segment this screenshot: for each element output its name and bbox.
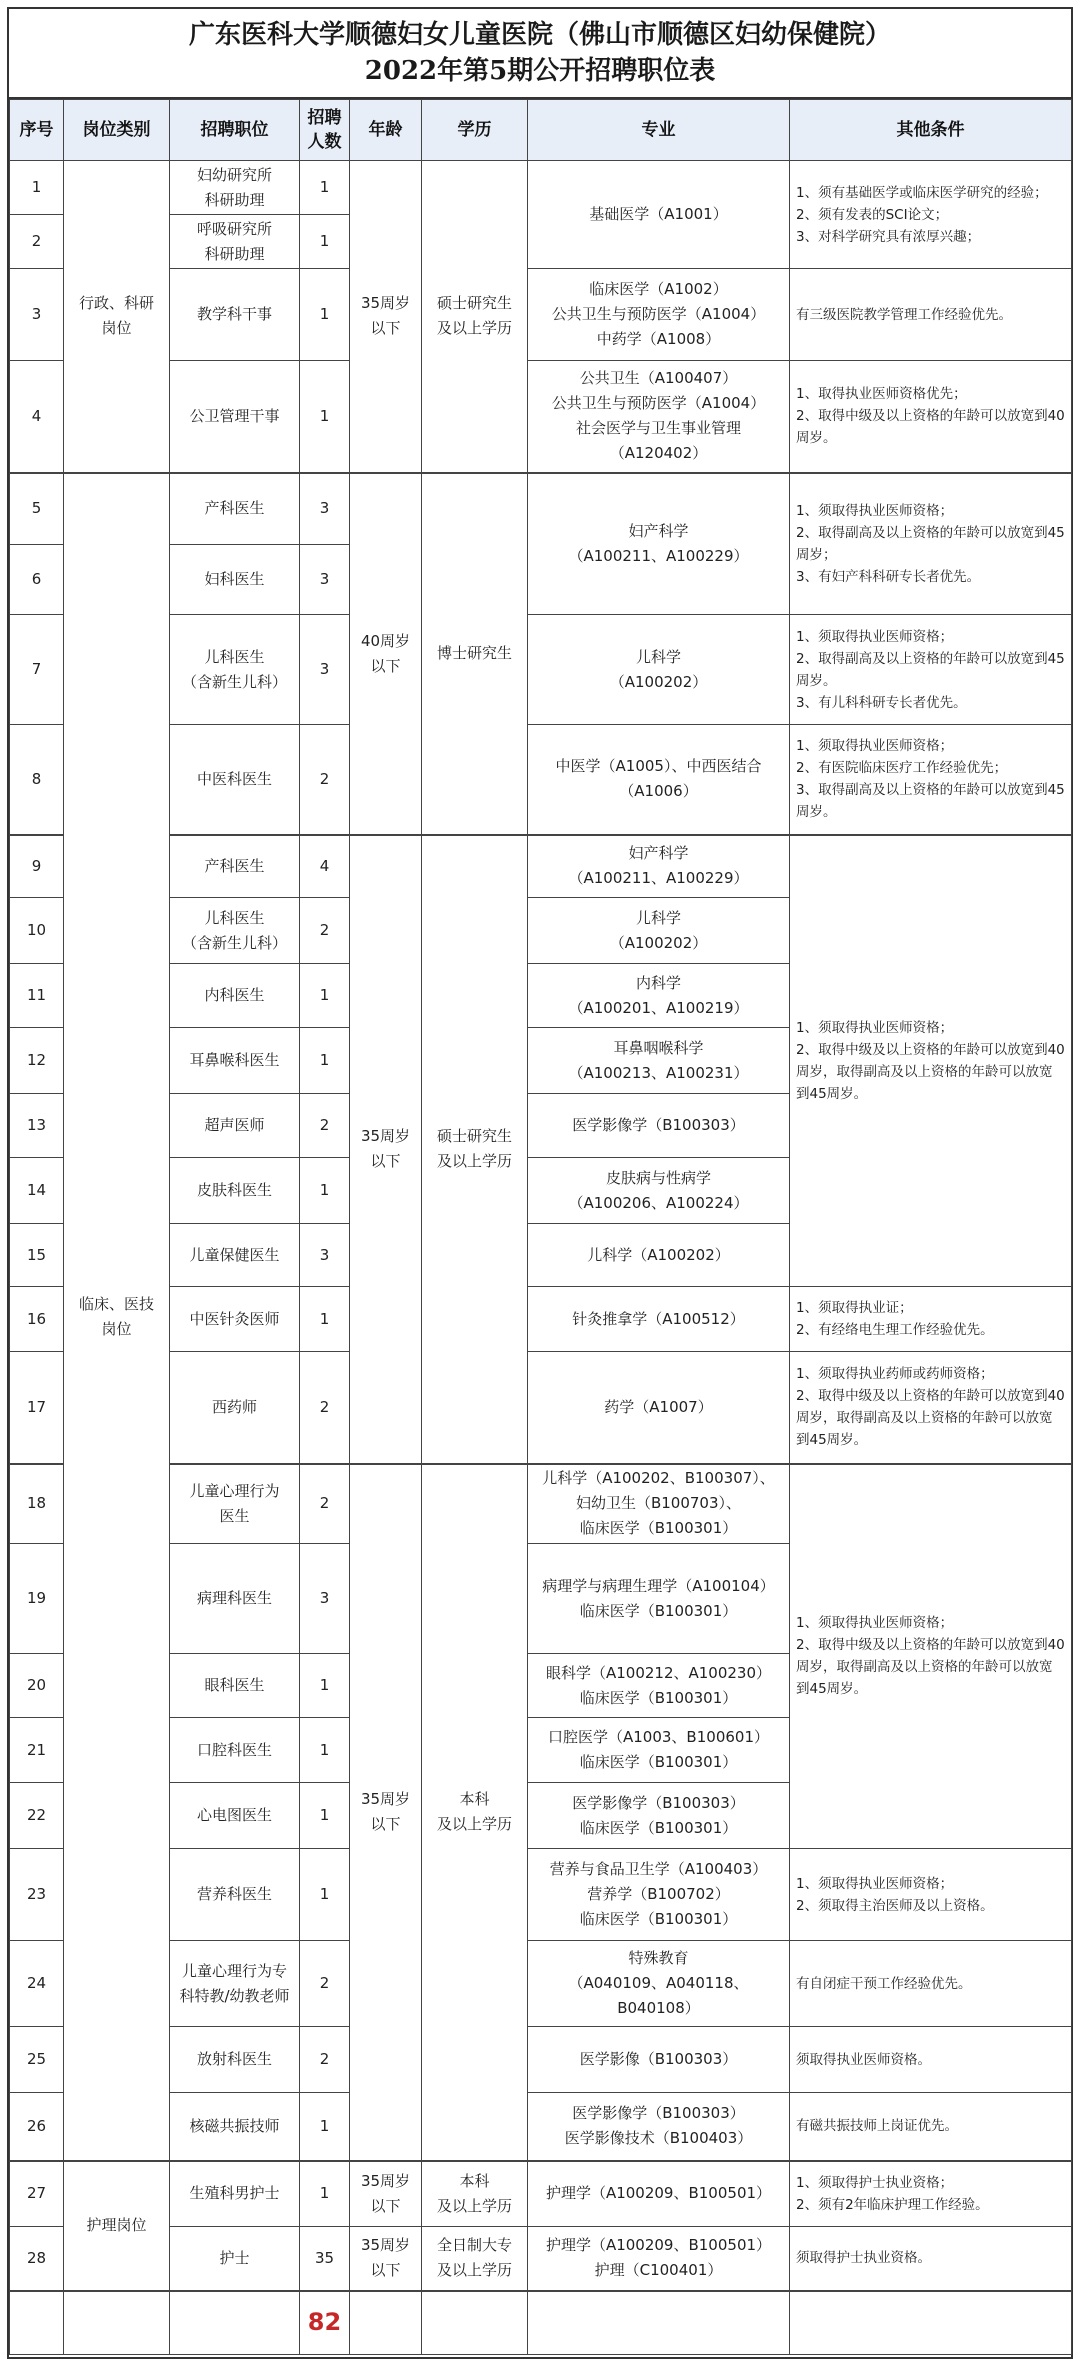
position: 儿童保健医生 [170,1224,300,1287]
position: 营养科医生 [170,1849,300,1941]
row-no: 1 [10,161,64,215]
table-row [10,615,1072,725]
position: 西药师 [170,1352,300,1464]
headcount: 3 [300,1544,350,1654]
major: 口腔医学（A1003、B100601） 临床医学（B100301） [528,1718,790,1783]
headcount: 4 [300,835,350,898]
age-35: 35周岁 以下 [350,2161,422,2227]
row-no: 28 [10,2227,64,2291]
row-no: 12 [10,1028,64,1094]
header-position: 招聘职位 [170,100,300,161]
headcount: 1 [300,964,350,1028]
major: 妇产科学 （A100211、A100229） [528,473,790,615]
major: 护理学（A100209、B100501） 护理（C100401） [528,2227,790,2291]
position: 中医科医生 [170,725,300,835]
position: 口腔科医生 [170,1718,300,1783]
education-doctor: 博士研究生 [422,473,528,835]
age-35: 35周岁 以下 [350,1464,422,2161]
header-conditions: 其他条件 [790,100,1072,161]
row-no: 25 [10,2027,64,2093]
headcount: 2 [300,1352,350,1464]
row-no: 20 [10,1654,64,1718]
major: 儿科学（A100202、B100307）、 妇幼卫生（B100703）、 临床医学（B100301） [528,1464,790,1544]
conditions: 1、须取得执业药师或药师资格； 2、取得中级及以上资格的年龄可以放宽到40周岁，取得副高及以上资格的年龄可以放宽到45周岁。 [790,1352,1072,1464]
major: 临床医学（A1002） 公共卫生与预防医学（A1004） 中药学（A1008） [528,269,790,361]
education-bachelor: 本科 及以上学历 [422,1464,528,2161]
row-no: 8 [10,725,64,835]
total-headcount: 82 [300,2291,350,2355]
education-college: 全日制大专 及以上学历 [422,2227,528,2291]
total-empty [422,2291,528,2355]
conditions: 1、取得执业医师资格优先； 2、取得中级及以上资格的年龄可以放宽到40周岁。 [790,361,1072,473]
position: 公卫管理干事 [170,361,300,473]
conditions: 1、须有基础医学或临床医学研究的经验； 2、须有发表的SCI论文； 3、对科学研究具有浓厚兴趣； [790,161,1072,269]
major: 医学影像学（B100303） 临床医学（B100301） [528,1783,790,1849]
position: 呼吸研究所 科研助理 [170,215,300,269]
major: 基础医学（A1001） [528,161,790,269]
table-row [10,2161,1072,2227]
table-row [10,1352,1072,1464]
headcount: 1 [300,161,350,215]
headcount: 2 [300,725,350,835]
total-empty [790,2291,1072,2355]
education-bachelor: 本科 及以上学历 [422,2161,528,2227]
row-no: 16 [10,1287,64,1352]
headcount: 1 [300,1849,350,1941]
row-no: 26 [10,2093,64,2161]
category-nursing: 护理岗位 [64,2161,170,2291]
major: 妇产科学 （A100211、A100229） [528,835,790,898]
header-no: 序号 [10,100,64,161]
row-no: 2 [10,215,64,269]
table-row [10,1849,1072,1941]
row-no: 14 [10,1158,64,1224]
table-row [10,725,1072,835]
major: 医学影像学（B100303） 医学影像技术（B100403） [528,2093,790,2161]
position: 耳鼻喉科医生 [170,1028,300,1094]
header-count: 招聘 人数 [300,100,350,161]
conditions: 1、须取得执业医师资格； 2、须取得主治医师及以上资格。 [790,1849,1072,1941]
row-no: 13 [10,1094,64,1158]
major: 中医学（A1005）、中西医结合 （A1006） [528,725,790,835]
major: 病理学与病理生理学（A100104） 临床医学（B100301） [528,1544,790,1654]
table-row [10,835,1072,898]
table-row [10,2093,1072,2161]
major: 营养与食品卫生学（A100403） 营养学（B100702） 临床医学（B100301） [528,1849,790,1941]
age-40: 40周岁 以下 [350,473,422,835]
row-no: 3 [10,269,64,361]
headcount: 1 [300,2161,350,2227]
major: 药学（A1007） [528,1352,790,1464]
position: 儿科医生 （含新生儿科） [170,898,300,964]
headcount: 3 [300,1224,350,1287]
row-no: 18 [10,1464,64,1544]
position: 护士 [170,2227,300,2291]
major: 护理学（A100209、B100501） [528,2161,790,2227]
major: 特殊教育 （A040109、A040118、 B040108） [528,1941,790,2027]
total-empty [350,2291,422,2355]
major: 儿科学 （A100202） [528,615,790,725]
table-row [10,361,1072,473]
major: 针灸推拿学（A100512） [528,1287,790,1352]
headcount: 2 [300,1464,350,1544]
position: 中医针灸医师 [170,1287,300,1352]
table-row [10,1941,1072,2027]
major: 内科学 （A100201、A100219） [528,964,790,1028]
table-row [10,2027,1072,2093]
position: 放射科医生 [170,2027,300,2093]
row-no: 22 [10,1783,64,1849]
total-empty [10,2291,64,2355]
headcount: 1 [300,1654,350,1718]
conditions: 有三级医院教学管理工作经验优先。 [790,269,1072,361]
position: 生殖科男护士 [170,2161,300,2227]
row-no: 4 [10,361,64,473]
conditions: 1、须取得护士执业资格； 2、须有2年临床护理工作经验。 [790,2161,1072,2227]
position: 儿童心理行为专 科特教/幼教老师 [170,1941,300,2027]
table-row [10,2227,1072,2291]
positions-table [9,99,1072,2355]
headcount: 2 [300,2027,350,2093]
conditions: 1、须取得执业医师资格； 2、有医院临床医疗工作经验优先； 3、取得副高及以上资格的年龄可以放宽到45周岁。 [790,725,1072,835]
major: 眼科学（A100212、A100230） 临床医学（B100301） [528,1654,790,1718]
row-no: 11 [10,964,64,1028]
major: 医学影像学（B100303） [528,1094,790,1158]
recruitment-sheet [7,7,1073,2359]
headcount: 2 [300,1094,350,1158]
major: 皮肤病与性病学 （A100206、A100224） [528,1158,790,1224]
row-no: 21 [10,1718,64,1783]
row-no: 24 [10,1941,64,2027]
conditions: 有磁共振技师上岗证优先。 [790,2093,1072,2161]
position: 产科医生 [170,835,300,898]
row-no: 9 [10,835,64,898]
position: 眼科医生 [170,1654,300,1718]
header-major: 专业 [528,100,790,161]
header-education: 学历 [422,100,528,161]
position: 超声医师 [170,1094,300,1158]
conditions: 须取得护士执业资格。 [790,2227,1072,2291]
header-row [10,100,1072,161]
category-clinical: 临床、医技 岗位 [64,473,170,2161]
header-category: 岗位类别 [64,100,170,161]
education-master: 硕士研究生 及以上学历 [422,835,528,1464]
category-admin: 行政、科研 岗位 [64,161,170,473]
title-block [9,9,1071,99]
row-no: 19 [10,1544,64,1654]
row-no: 7 [10,615,64,725]
position: 产科医生 [170,473,300,545]
headcount: 1 [300,2093,350,2161]
headcount: 1 [300,1287,350,1352]
headcount: 3 [300,473,350,545]
headcount: 1 [300,269,350,361]
major: 耳鼻咽喉科学 （A100213、A100231） [528,1028,790,1094]
table-row [10,1464,1072,1544]
major: 医学影像（B100303） [528,2027,790,2093]
table-row [10,473,1072,545]
total-row [10,2291,1072,2355]
headcount: 2 [300,898,350,964]
table-row [10,161,1072,215]
position: 病理科医生 [170,1544,300,1654]
headcount: 1 [300,1783,350,1849]
position: 心电图医生 [170,1783,300,1849]
conditions: 须取得执业医师资格。 [790,2027,1072,2093]
table-row [10,1287,1072,1352]
headcount: 1 [300,1718,350,1783]
row-no: 6 [10,545,64,615]
row-no: 23 [10,1849,64,1941]
row-no: 5 [10,473,64,545]
headcount: 1 [300,1028,350,1094]
position: 妇幼研究所 科研助理 [170,161,300,215]
position: 儿童心理行为 医生 [170,1464,300,1544]
headcount: 1 [300,1158,350,1224]
row-no: 15 [10,1224,64,1287]
conditions: 1、须取得执业证； 2、有经络电生理工作经验优先。 [790,1287,1072,1352]
headcount: 35 [300,2227,350,2291]
row-no: 27 [10,2161,64,2227]
header-age: 年龄 [350,100,422,161]
position: 儿科医生 （含新生儿科） [170,615,300,725]
headcount: 1 [300,215,350,269]
position: 教学科干事 [170,269,300,361]
position: 皮肤科医生 [170,1158,300,1224]
conditions: 1、须取得执业医师资格； 2、取得中级及以上资格的年龄可以放宽到40周岁，取得副高及以上资格的年龄可以放宽到45周岁。 [790,835,1072,1287]
headcount: 3 [300,545,350,615]
conditions: 有自闭症干预工作经验优先。 [790,1941,1072,2027]
conditions: 1、须取得执业医师资格； 2、取得副高及以上资格的年龄可以放宽到45周岁。 3、有儿科科研专长者优先。 [790,615,1072,725]
row-no: 17 [10,1352,64,1464]
major: 公共卫生（A100407） 公共卫生与预防医学（A1004） 社会医学与卫生事业管理 （A120402） [528,361,790,473]
position: 妇科医生 [170,545,300,615]
major: 儿科学（A100202） [528,1224,790,1287]
position: 内科医生 [170,964,300,1028]
education-master: 硕士研究生 及以上学历 [422,161,528,473]
headcount: 3 [300,615,350,725]
row-no: 10 [10,898,64,964]
table-row [10,269,1072,361]
total-empty [170,2291,300,2355]
conditions: 1、须取得执业医师资格； 2、取得副高及以上资格的年龄可以放宽到45周岁； 3、有妇产科科研专长者优先。 [790,473,1072,615]
major: 儿科学 （A100202） [528,898,790,964]
position: 核磁共振技师 [170,2093,300,2161]
total-empty [528,2291,790,2355]
headcount: 2 [300,1941,350,2027]
conditions: 1、须取得执业医师资格； 2、取得中级及以上资格的年龄可以放宽到40周岁，取得副高及以上资格的年龄可以放宽到45周岁。 [790,1464,1072,1849]
total-empty [64,2291,170,2355]
age-35: 35周岁 以下 [350,161,422,473]
age-35: 35周岁 以下 [350,835,422,1464]
headcount: 1 [300,361,350,473]
age-35: 35周岁 以下 [350,2227,422,2291]
title-line-1: 广东医科大学顺德妇女儿童医院（佛山市顺德区妇幼保健院） [188,20,891,50]
title-line-2: 2022年第5期公开招聘职位表 [364,56,716,86]
